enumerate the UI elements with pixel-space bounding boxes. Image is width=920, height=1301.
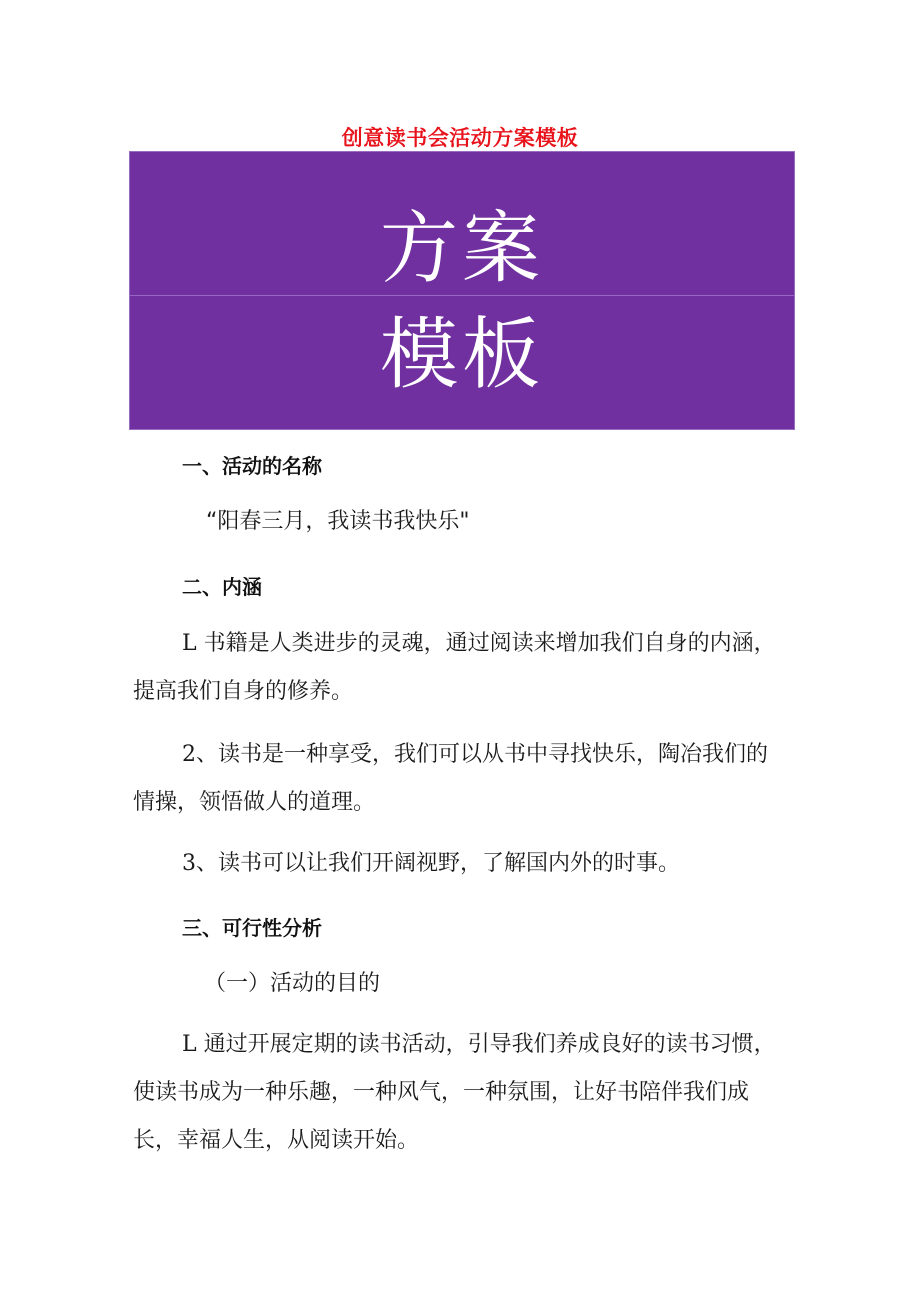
section-3-item-1 xyxy=(133,1021,783,1165)
item-text: 书籍是人类进步的灵魂，通过阅读来增加我们自身的内涵，提高我们自身的修养。 xyxy=(133,631,776,704)
banner-line-2: 模板 xyxy=(379,310,544,400)
item-text: 、读书可以让我们开阔视野，了解国内外的时事。 xyxy=(196,851,681,876)
section-3-heading: 三、可行性分析 xyxy=(182,916,322,940)
banner-line-1: 方案 xyxy=(379,204,544,294)
item-number: 2 xyxy=(182,742,196,767)
item-number: L xyxy=(182,1032,197,1057)
item-text: 、读书是一种享受，我们可以从书中寻找快乐，陶冶我们的情操，领悟做人的道理。 xyxy=(133,742,769,815)
item-number: 3 xyxy=(182,851,196,876)
section-2-item-2 xyxy=(133,731,783,827)
section-3-subheading: （一）活动的目的 xyxy=(204,971,381,996)
document-title: 创意读书会活动方案模板 xyxy=(341,126,579,150)
banner-divider xyxy=(130,295,794,296)
title-banner xyxy=(129,151,795,430)
item-text: 通过开展定期的读书活动，引导我们养成良好的读书习惯，使读书成为一种乐趣，一种风气，一种氛围，让好书陪伴我们成长，幸福人生，从阅读开始。 xyxy=(133,1032,776,1153)
section-2-heading: 二、内涵 xyxy=(182,575,262,599)
section-2-item-3 xyxy=(133,840,783,888)
section-1-text: “阳春三月，我读书我快乐" xyxy=(206,509,470,534)
section-2-item-1 xyxy=(133,620,783,716)
section-1-heading: 一、活动的名称 xyxy=(182,454,322,478)
item-number: L xyxy=(182,631,197,656)
